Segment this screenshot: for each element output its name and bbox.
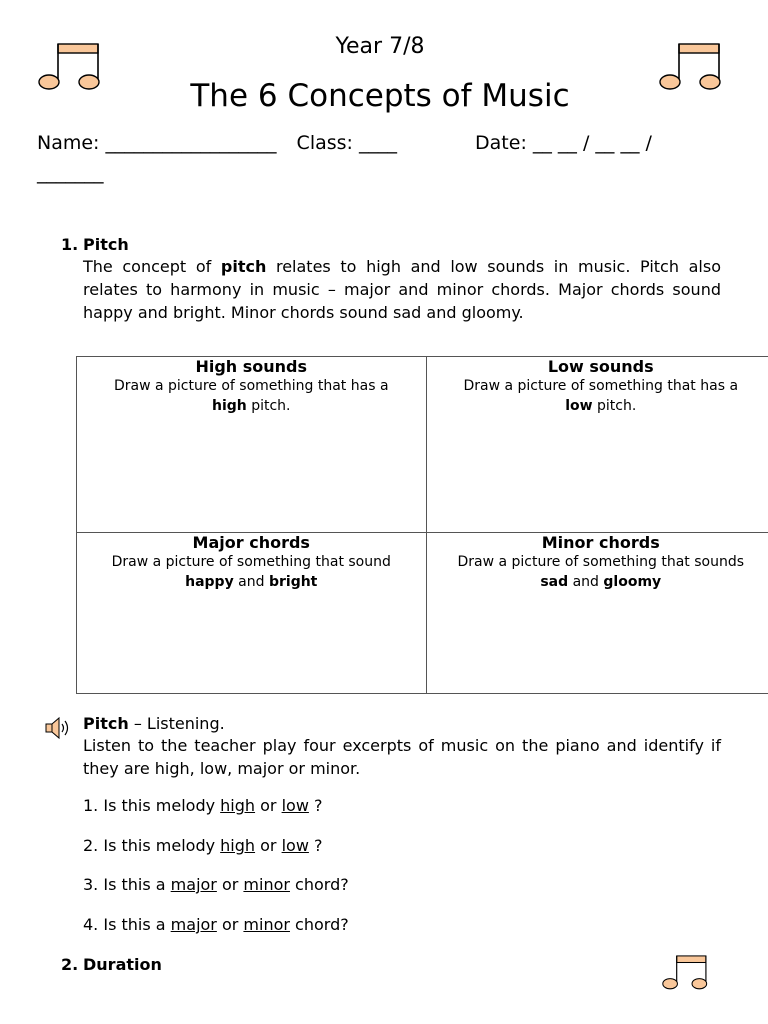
cell-instruction — [77, 376, 426, 416]
question-text: ? — [308, 796, 323, 815]
instruction-bold: happy — [185, 574, 234, 590]
answer-option[interactable]: major — [170, 875, 217, 894]
listening-title: Pitch — [83, 714, 129, 733]
question-2 — [83, 836, 323, 855]
question-text: chord? — [289, 875, 349, 894]
cell-instruction — [427, 552, 768, 592]
year-label: Year 7/8 — [335, 34, 425, 59]
listening-instructions: Listen to the teacher play four excerpts of music on the piano and identify if they are high, low, major or minor. — [83, 736, 721, 778]
description-bold: pitch — [220, 257, 267, 276]
instruction-text: pitch. — [592, 398, 637, 414]
instruction-text: pitch. — [246, 398, 291, 414]
question-text: or — [216, 875, 244, 894]
section-heading: Duration — [83, 955, 162, 974]
minor-chords-cell[interactable] — [426, 533, 768, 694]
cell-heading: Major chords — [192, 533, 310, 552]
cell-heading: Minor chords — [541, 533, 660, 552]
cell-instruction — [77, 552, 426, 592]
question-3 — [83, 875, 349, 894]
answer-option[interactable]: high — [220, 836, 256, 855]
instruction-bold: low — [565, 398, 593, 414]
cell-instruction — [427, 376, 768, 416]
question-text: or — [255, 836, 282, 855]
question-text: chord? — [289, 915, 349, 934]
description-text: The concept of — [83, 257, 221, 276]
listening-subtitle: – Listening. — [128, 714, 225, 733]
student-fields — [37, 132, 652, 154]
instruction-bold: bright — [268, 574, 318, 590]
high-sounds-cell[interactable] — [77, 357, 427, 533]
cell-heading: High sounds — [195, 357, 308, 376]
low-sounds-cell[interactable] — [426, 357, 768, 533]
question-text: 3. Is this a — [83, 875, 171, 894]
page-title: The 6 Concepts of Music — [190, 78, 570, 114]
instruction-bold: gloomy — [603, 574, 662, 590]
question-1 — [83, 796, 323, 815]
question-text: 2. Is this melody — [83, 836, 221, 855]
question-text: 1. Is this melody — [83, 796, 221, 815]
listening-heading — [83, 714, 225, 733]
instruction-text: Draw a picture of something that has a — [463, 378, 739, 394]
instruction-text: Draw a picture of something that sound — [111, 554, 391, 570]
question-text: or — [255, 796, 282, 815]
cell-heading: Low sounds — [547, 357, 654, 376]
question-text: or — [216, 915, 244, 934]
instruction-text: Draw a picture of something that sounds — [457, 554, 745, 570]
section-number: 1. — [61, 235, 79, 254]
description-text: relates to high and low sounds in music. Pitch also relates to harmony in music – major and minor chords. Major chords sound happy and bright. Minor chords sound sad and gloomy. — [83, 257, 722, 322]
instruction-bold: sad — [540, 574, 569, 590]
date-field-continued[interactable]: _______ — [37, 162, 104, 184]
major-chords-cell[interactable] — [77, 533, 427, 694]
answer-option[interactable]: minor — [243, 875, 290, 894]
instruction-bold: high — [211, 398, 247, 414]
section-number: 2. — [61, 955, 79, 974]
question-4 — [83, 915, 349, 934]
instruction-text: and — [233, 574, 269, 590]
answer-option[interactable]: low — [281, 836, 309, 855]
answer-option[interactable]: minor — [243, 915, 290, 934]
music-note-icon — [659, 953, 709, 991]
instruction-text: Draw a picture of something that has a — [113, 378, 389, 394]
speaker-icon — [44, 716, 72, 740]
class-field[interactable]: Class: ____ — [296, 132, 397, 154]
answer-option[interactable]: major — [170, 915, 217, 934]
answer-option[interactable]: high — [220, 796, 256, 815]
section-heading: Pitch — [83, 235, 129, 254]
answer-option[interactable]: low — [281, 796, 309, 815]
question-text: ? — [308, 836, 323, 855]
name-field[interactable]: Name: __________________ — [37, 132, 277, 154]
pitch-description — [83, 255, 721, 324]
drawing-grid — [76, 356, 768, 694]
instruction-text: and — [568, 574, 604, 590]
date-field[interactable]: Date: __ __ / __ __ / — [475, 132, 652, 154]
question-text: 4. Is this a — [83, 915, 171, 934]
